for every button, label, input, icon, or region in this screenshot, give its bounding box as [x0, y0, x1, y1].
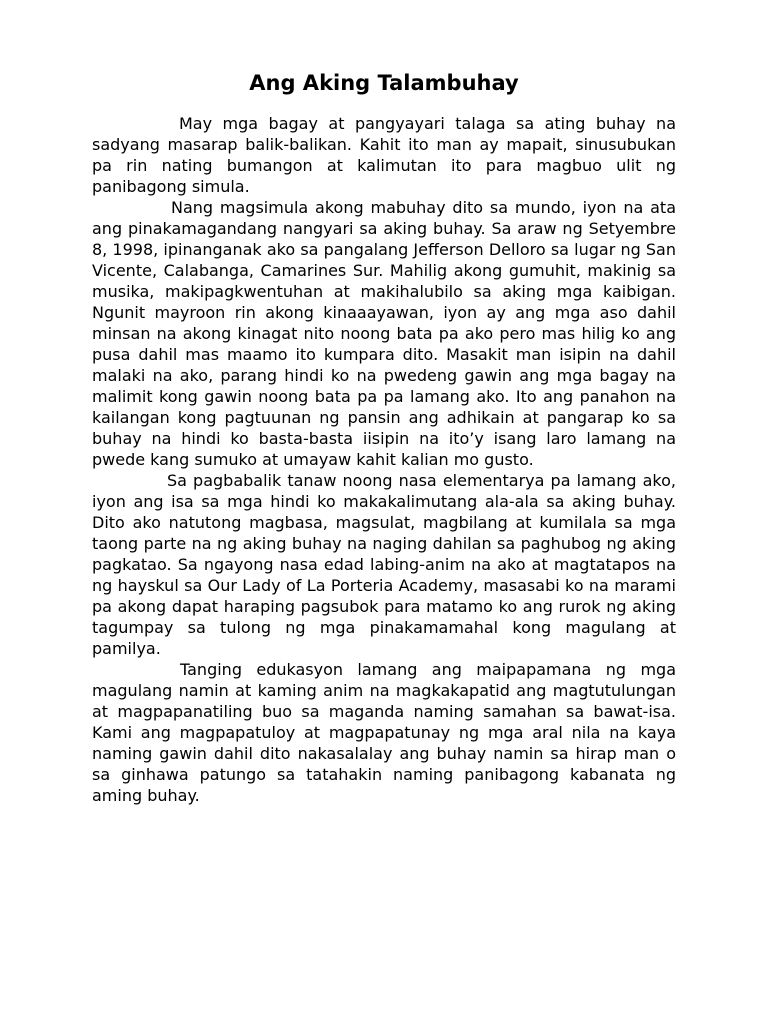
paragraph-birth: Nang magsimula akong mabuhay dito sa mundo, iyon na ata ang pinakamagandang nangyari sa aking buhay. Sa araw ng Setyembre 8, 1998, ipinanganak ako sa pangalang Jefferson Delloro sa lugar ng San Vicente, Calabanga, Camarines Sur. Mahilig akong gumuhit, makinig sa musika, makipagkwentuhan at makihalubilo sa aking mga kaibigan. Ngunit mayroon rin akong kinaaayawan, iyon ay ang mga aso dahil minsan na akong kinagat nito noong bata pa ako pero mas hilig ko ang pusa dahil mas maamo ito kumpara dito. Masakit man isipin na dahil malaki na ako, parang hindi ko na pwedeng gawin ang mga bagay na malimit kong gawin noong bata pa pa lamang ako. Ito ang panahon na kailangan kong pagtuunan ng pansin ang adhikain at pangarap ko sa buhay na hindi ko basta-basta iisipin na ito’y isang laro lamang na pwede kang sumuko at umayaw kahit kalian mo gusto. — [92, 198, 676, 469]
document-body — [92, 113, 676, 806]
paragraph-intro: May mga bagay at pangyayari talaga sa ating buhay na sadyang masarap balik-balikan. Kahit ito man ay mapait, sinusubukan pa rin nating bumangon at kalimutan ito para magbuo ulit ng panibagong simula. — [92, 114, 676, 196]
page-title: Ang Aking Talambuhay — [249, 71, 519, 95]
paragraph-elementary: Sa pagbabalik tanaw noong nasa elementarya pa lamang ako, iyon ang isa sa mga hindi ko makakalimutang ala-ala sa aking buhay. Dito ako natutong magbasa, magsulat, magbilang at kumilala sa mga taong parte na ng aking buhay na naging dahilan sa paghubog ng aking pagkatao. Sa ngayong nasa edad labing-anim na ako at magtatapos na ng hayskul sa Our Lady of La Porteria Academy, masasabi ko na marami pa akong dapat haraping pagsubok para matamo ko ang rurok ng aking tagumpay sa tulong ng mga pinakamamahal kong magulang at pamilya. — [92, 471, 676, 658]
paragraph-education: Tanging edukasyon lamang ang maipapamana ng mga magulang namin at kaming anim na magkakapatid ang magtutulungan at magpapanatiling buo sa maganda naming samahan sa bawat-isa. Kami ang magpapatuloy at magpapatunay ng mga aral nila na kaya naming gawin dahil dito nakasalalay ang buhay namin sa hirap man o sa ginhawa patungo sa tatahakin naming panibagong kabanata ng aming buhay. — [92, 660, 676, 805]
